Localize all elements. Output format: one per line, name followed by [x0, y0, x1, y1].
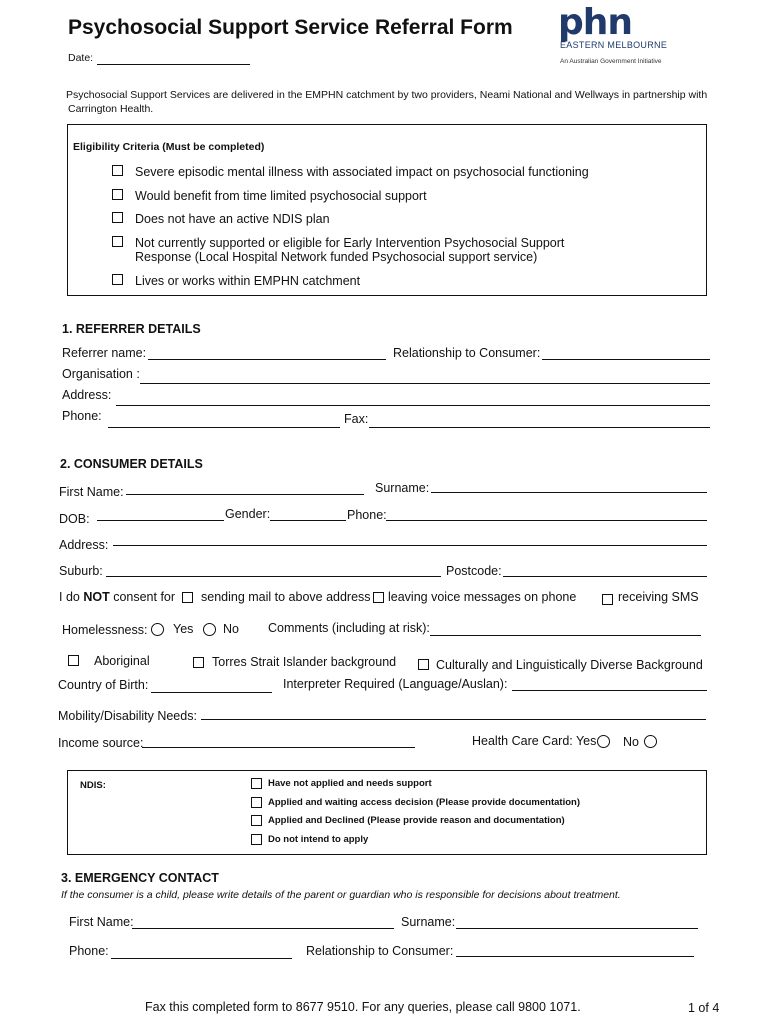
- ndis-option-4-checkbox[interactable]: [251, 834, 262, 845]
- comments-field[interactable]: [430, 635, 701, 636]
- consumer-phone-label: Phone:: [347, 508, 387, 522]
- emergency-first-name-label: First Name:: [69, 915, 134, 929]
- intro-line-1: Psychosocial Support Services are delivered in the EMPHN catchment by two providers, Neami National and Wellways in partnership with: [66, 89, 708, 101]
- surname-label: Surname:: [375, 481, 430, 495]
- consumer-phone-field[interactable]: [386, 520, 707, 521]
- postcode-field[interactable]: [503, 576, 707, 577]
- referrer-relationship-label: Relationship to Consumer:: [393, 346, 541, 360]
- eligibility-item-4: Not currently supported or eligible for Early Intervention Psychosocial Support: [135, 236, 565, 250]
- mobility-label: Mobility/Disability Needs:: [58, 709, 197, 723]
- ndis-option-1-checkbox[interactable]: [251, 778, 262, 789]
- cald-checkbox[interactable]: [418, 659, 429, 670]
- surname-field[interactable]: [431, 492, 707, 493]
- page-number: 1 of 4: [688, 1001, 720, 1015]
- health-card-no-radio[interactable]: [644, 735, 657, 748]
- emergency-relationship-label: Relationship to Consumer:: [306, 944, 454, 958]
- emergency-note: If the consumer is a child, please write details of the parent or guardian who is responsible for decisions about treatment.: [61, 889, 621, 901]
- referrer-fax-label: Fax:: [344, 412, 369, 426]
- eligibility-item-3: Does not have an active NDIS plan: [135, 212, 330, 226]
- referrer-name-label: Referrer name:: [62, 346, 147, 360]
- cald-label: Culturally and Linguistically Diverse Background: [436, 658, 703, 672]
- ndis-option-2: Applied and waiting access decision (Please provide documentation): [268, 797, 580, 808]
- referrer-address-label: Address:: [62, 388, 112, 402]
- dob-label: DOB:: [59, 512, 90, 526]
- health-card-no-label: No: [623, 735, 639, 749]
- eligibility-checkbox-1[interactable]: [112, 165, 123, 176]
- ndis-option-1: Have not applied and needs support: [268, 778, 432, 789]
- ndis-option-2-checkbox[interactable]: [251, 797, 262, 808]
- consent-sms-checkbox[interactable]: [602, 594, 613, 605]
- consumer-heading: 2. CONSUMER DETAILS: [60, 457, 203, 471]
- gender-field[interactable]: [270, 520, 346, 521]
- aboriginal-label: Aboriginal: [94, 654, 150, 668]
- income-field[interactable]: [142, 747, 415, 748]
- consumer-address-label: Address:: [59, 538, 109, 552]
- homelessness-label: Homelessness:: [62, 623, 148, 637]
- homelessness-yes-label: Yes: [173, 622, 194, 636]
- referrer-phone-label: Phone:: [62, 409, 102, 423]
- phn-logo: phn: [558, 2, 633, 43]
- consent-mail-checkbox[interactable]: [182, 592, 193, 603]
- referrer-phone-field[interactable]: [108, 427, 340, 428]
- interpreter-label: Interpreter Required (Language/Auslan):: [283, 677, 508, 691]
- logo-region: EASTERN MELBOURNE: [560, 40, 668, 50]
- emergency-heading: 3. EMERGENCY CONTACT: [61, 871, 219, 885]
- homelessness-no-radio[interactable]: [203, 623, 216, 636]
- eligibility-item-2: Would benefit from time limited psychosocial support: [135, 189, 427, 203]
- referrer-name-field[interactable]: [148, 359, 386, 360]
- emergency-first-name-field[interactable]: [132, 928, 394, 929]
- eligibility-checkbox-3[interactable]: [112, 212, 123, 223]
- emergency-surname-field[interactable]: [456, 928, 698, 929]
- eligibility-item-1: Severe episodic mental illness with associated impact on psychosocial functioning: [135, 165, 589, 179]
- consent-voice-label: leaving voice messages on phone: [388, 590, 577, 604]
- organisation-label: Organisation :: [62, 367, 140, 381]
- income-label: Income source:: [58, 736, 144, 750]
- eligibility-checkbox-5[interactable]: [112, 274, 123, 285]
- ndis-label: NDIS:: [80, 780, 106, 791]
- homelessness-yes-radio[interactable]: [151, 623, 164, 636]
- emergency-surname-label: Surname:: [401, 915, 456, 929]
- consent-mail-label: sending mail to above address: [201, 590, 371, 604]
- emergency-phone-label: Phone:: [69, 944, 109, 958]
- country-field[interactable]: [151, 692, 272, 693]
- eligibility-checkbox-4[interactable]: [112, 236, 123, 247]
- consent-voice-checkbox[interactable]: [373, 592, 384, 603]
- ndis-option-4: Do not intend to apply: [268, 834, 369, 845]
- referrer-heading: 1. REFERRER DETAILS: [62, 322, 201, 336]
- aboriginal-checkbox[interactable]: [68, 655, 79, 666]
- interpreter-field[interactable]: [512, 690, 707, 691]
- suburb-field[interactable]: [106, 576, 441, 577]
- emergency-phone-field[interactable]: [111, 958, 292, 959]
- organisation-field[interactable]: [140, 383, 710, 384]
- eligibility-item-5: Lives or works within EMPHN catchment: [135, 274, 361, 288]
- ndis-option-3-checkbox[interactable]: [251, 815, 262, 826]
- referrer-address-field[interactable]: [116, 405, 710, 406]
- gender-label: Gender:: [225, 507, 271, 521]
- dob-field[interactable]: [97, 520, 224, 521]
- date-label: Date:: [68, 52, 94, 64]
- consent-sms-label: receiving SMS: [618, 590, 699, 604]
- intro-line-2: Carrington Health.: [68, 103, 154, 115]
- consent-label: I do NOT consent for: [59, 590, 176, 604]
- comments-label: Comments (including at risk):: [268, 621, 430, 635]
- eligibility-item-4-line2: Response (Local Hospital Network funded Psychosocial support service): [135, 250, 538, 264]
- country-label: Country of Birth:: [58, 678, 149, 692]
- eligibility-checkbox-2[interactable]: [112, 189, 123, 200]
- ndis-option-3: Applied and Declined (Please provide reason and documentation): [268, 815, 565, 826]
- emergency-relationship-field[interactable]: [456, 956, 694, 957]
- eligibility-title: Eligibility Criteria (Must be completed): [73, 141, 265, 153]
- torres-checkbox[interactable]: [193, 657, 204, 668]
- date-field[interactable]: [97, 64, 250, 65]
- logo-tagline: An Australian Government Initiative: [560, 58, 662, 65]
- page-title: Psychosocial Support Service Referral Form: [68, 16, 513, 39]
- footer-text: Fax this completed form to 8677 9510. For any queries, please call 9800 1071.: [145, 1000, 581, 1014]
- referrer-fax-field[interactable]: [369, 427, 710, 428]
- health-card-label: Health Care Card: Yes: [472, 734, 597, 748]
- postcode-label: Postcode:: [446, 564, 502, 578]
- suburb-label: Suburb:: [59, 564, 103, 578]
- mobility-field[interactable]: [201, 719, 706, 720]
- homelessness-no-label: No: [223, 622, 239, 636]
- referrer-relationship-field[interactable]: [542, 359, 710, 360]
- health-card-yes-radio[interactable]: [597, 735, 610, 748]
- first-name-label: First Name:: [59, 485, 124, 499]
- torres-label: Torres Strait Islander background: [212, 655, 397, 669]
- first-name-field[interactable]: [126, 494, 364, 495]
- consumer-address-field[interactable]: [113, 545, 707, 546]
